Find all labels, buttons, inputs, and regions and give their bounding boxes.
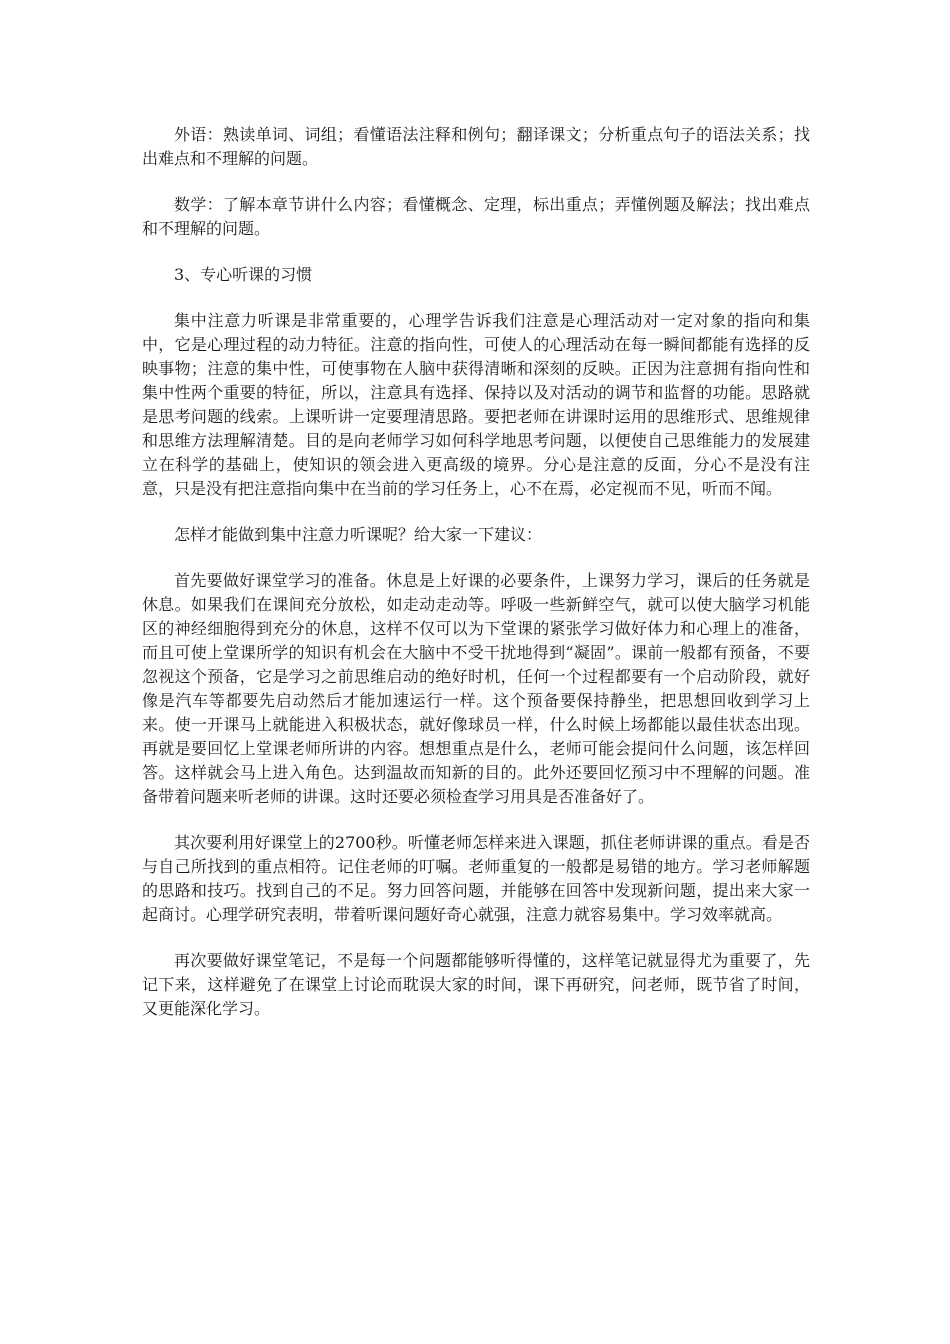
paragraph-preparation: 首先要做好课堂学习的准备。休息是上好课的必要条件，上课努力学习，课后的任务就是休息。如果我们在课间充分放松，如走动走动等。呼吸一些新鲜空气，就可以使大脑学习机能区的神经细胞得到充分的休息，这样不仅可以为下堂课的紧张学习做好体力和心理上的准备，而且可使上堂课所学的知识有机会在大脑中不受干扰地得到“凝固”。课前一般都有预备，不要忽视这个预备，它是学习之前思维启动的绝好时机，任何一个过程都要有一个启动阶段，就好像是汽车等都要先启动然后才能加速运行一样。这个预备要保持静坐，把思想回收到学习上来。使一开课马上就能进入积极状态，就好像球员一样，什么时候上场都能以最佳状态出现。再就是要回忆上堂课老师所讲的内容。想想重点是什么，老师可能会提问什么问题，该怎样回答。这样就会马上进入角色。达到温故而知新的目的。此外还要回忆预习中不理解的问题。准备带着问题来听老师的讲课。这时还要必须检查学习用具是否准备好了。 [142,571,810,806]
paragraph-suggestion-intro: 怎样才能做到集中注意力听课呢？给大家一下建议： [174,525,543,544]
section-heading-listening: 3、专心听课的习惯 [174,265,313,284]
document-body [142,123,810,1043]
paragraph-class-time: 其次要利用好课堂上的2700秒。听懂老师怎样来进入课题，抓住老师讲课的重点。看是否与自己所找到的重点相符。记住老师的叮嘱。老师重复的一般都是易错的地方。学习老师解题的思路和技巧。找到自己的不足。努力回答问题，并能够在回答中发现新问题，提出来大家一起商讨。心理学研究表明，带着听课问题好奇心就强，注意力就容易集中。学习效率就高。 [142,833,810,924]
paragraph-math: 数学：了解本章节讲什么内容；看懂概念、定理，标出重点；弄懂例题及解法；找出难点和不理解的问题。 [142,195,810,238]
paragraph-foreign-language: 外语：熟读单词、词组；看懂语法注释和例句；翻译课文；分析重点句子的语法关系；找出难点和不理解的问题。 [142,125,810,168]
paragraph-attention: 集中注意力听课是非常重要的，心理学告诉我们注意是心理活动对一定对象的指向和集中，它是心理过程的动力特征。注意的指向性，可使人的心理活动在每一瞬间都能有选择的反映事物；注意的集中性，可使事物在人脑中获得清晰和深刻的反映。正因为注意拥有指向性和集中性两个重要的特征，所以，注意具有选择、保持以及对活动的调节和监督的功能。思路就是思考问题的线索。上课听讲一定要理清思路。要把老师在讲课时运用的思维形式、思维规律和思维方法理解清楚。目的是向老师学习如何科学地思考问题，以便使自己思维能力的发展建立在科学的基础上，使知识的领会进入更高级的境界。分心是注意的反面，分心不是没有注意，只是没有把注意指向集中在当前的学习任务上，心不在焉，必定视而不见，听而不闻。 [142,311,810,498]
paragraph-notes: 再次要做好课堂笔记，不是每一个问题都能够听得懂的，这样笔记就显得尤为重要了，先记下来，这样避免了在课堂上讨论而耽误大家的时间，课下再研究，问老师，既节省了时间，又更能深化学习。 [142,951,810,1018]
